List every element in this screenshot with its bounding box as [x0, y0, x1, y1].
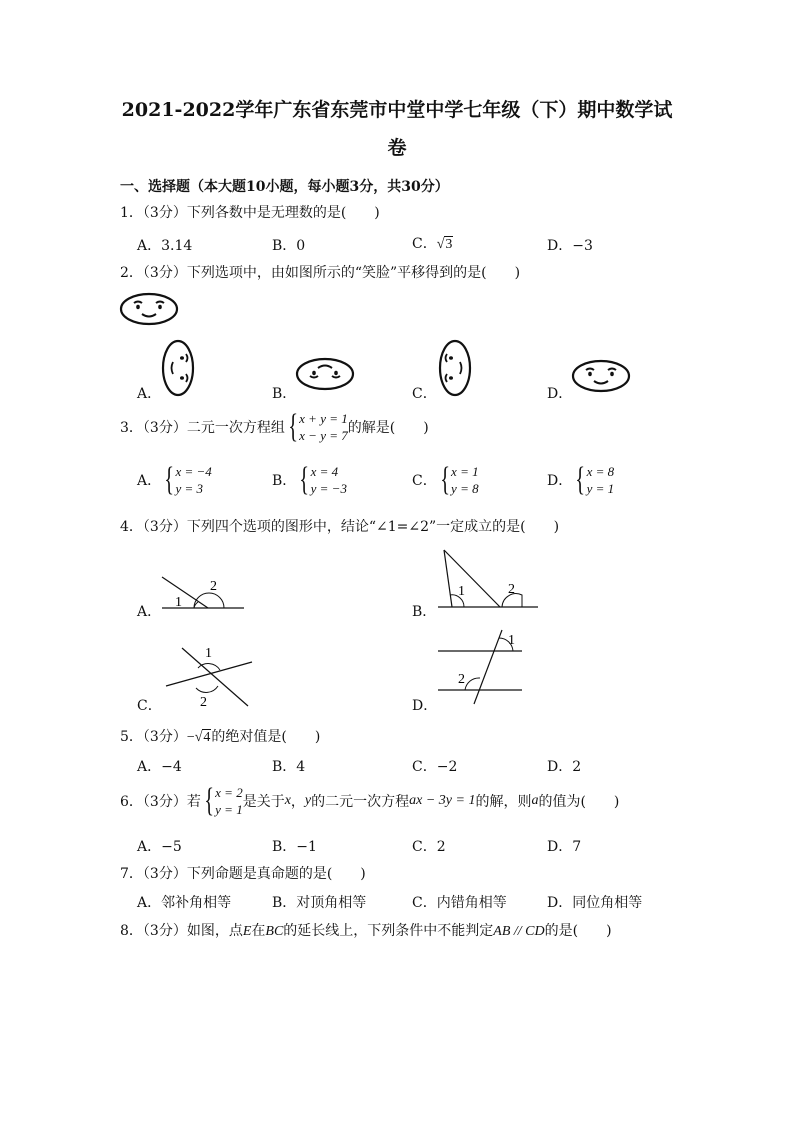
q3-option-d: D． { x = 8 y = 1: [547, 461, 615, 498]
q2-option-b-face-icon: [294, 356, 356, 392]
q2-option-a: A．: [137, 386, 162, 402]
q3-option-c: C． { x = 1 y = 8: [412, 461, 479, 498]
question-7-stem: 7．（3分）下列命题是真命题的是( ): [120, 866, 366, 882]
q6-option-a: A．−5: [137, 839, 182, 855]
svg-text:1: 1: [458, 584, 465, 599]
svg-text:2: 2: [508, 582, 515, 597]
question-5-stem: 5．（3分）−√4的绝对值是( ): [120, 729, 321, 745]
question-6-stem: 6．（3分）若 { x = 2 y = 1 是关于x，y的二元一次方程ax − 3y = 1的解，则a的值为( ): [120, 782, 620, 819]
q2-option-a-face-icon: [160, 338, 196, 398]
q3-option-b: B． { x = 4 y = −3: [272, 461, 347, 498]
svg-text:2: 2: [458, 672, 465, 687]
question-1-stem: 1．（3分）下列各数中是无理数的是( ): [120, 205, 380, 221]
q1-option-c: C．√3: [412, 236, 453, 252]
svg-text:1: 1: [175, 595, 182, 610]
q1-option-b: B．0: [272, 238, 306, 254]
svg-text:1: 1: [205, 646, 212, 661]
q2-option-c-face-icon: [437, 338, 473, 398]
question-4-stem: 4．（3分）下列四个选项的图形中，结论“∠1=∠2”一定成立的是( ): [120, 519, 560, 535]
q5-option-d: D．2: [547, 759, 582, 775]
svg-text:2: 2: [200, 695, 207, 710]
q4-option-b: B．: [412, 604, 437, 620]
q6-option-b: B．−1: [272, 839, 317, 855]
question-8-stem: 8．（3分）如图，点E在BC的延长线上，下列条件中不能判定AB // CD的是( ): [120, 923, 612, 939]
q4-option-a-figure: [158, 572, 248, 614]
q6-option-d: D．7: [547, 839, 582, 855]
q7-option-d: D．同位角相等: [547, 895, 643, 911]
q2-option-d-face-icon: [570, 358, 632, 394]
q5-option-a: A．−4: [137, 759, 182, 775]
question-2-stem: 2．（3分）下列选项中，由如图所示的“笑脸”平移得到的是( ): [120, 265, 521, 281]
svg-text:1: 1: [508, 633, 515, 648]
q6-option-c: C．2: [412, 839, 446, 855]
q1-option-a: A．3.14: [137, 238, 193, 254]
q7-option-c: C．内错角相等: [412, 895, 507, 911]
q4-option-a: A．: [137, 604, 162, 620]
q7-option-a: A．邻补角相等: [137, 895, 232, 911]
q1-option-d: D．−3: [547, 238, 593, 254]
q2-option-c: C．: [412, 386, 437, 402]
section-heading: 一、选择题（本大题10小题，每小题3分，共30分）: [120, 179, 449, 195]
q2-option-d: D．: [547, 386, 573, 402]
q2-option-b: B．: [272, 386, 297, 402]
page-title-cont: 卷: [387, 137, 407, 159]
q4-option-c-figure: [162, 642, 257, 710]
question-3-stem: 3．（3分）二元一次方程组 { x + y = 1 x − y = 7 的解是( ): [120, 408, 429, 445]
svg-text:2: 2: [210, 579, 217, 594]
q7-option-b: B．对顶角相等: [272, 895, 367, 911]
q4-option-c: C．: [137, 698, 162, 714]
q5-option-c: C．−2: [412, 759, 458, 775]
q3-option-a: A． { x = −4 y = 3: [137, 461, 212, 498]
smiley-face-figure: [118, 292, 180, 328]
page-title: 2021-2022学年广东省东莞市中堂中学七年级（下）期中数学试: [121, 99, 673, 121]
q5-option-b: B．4: [272, 759, 306, 775]
q4-option-d: D．: [412, 698, 438, 714]
q4-option-d-figure: [432, 626, 527, 708]
q4-option-b-figure: [432, 545, 542, 615]
